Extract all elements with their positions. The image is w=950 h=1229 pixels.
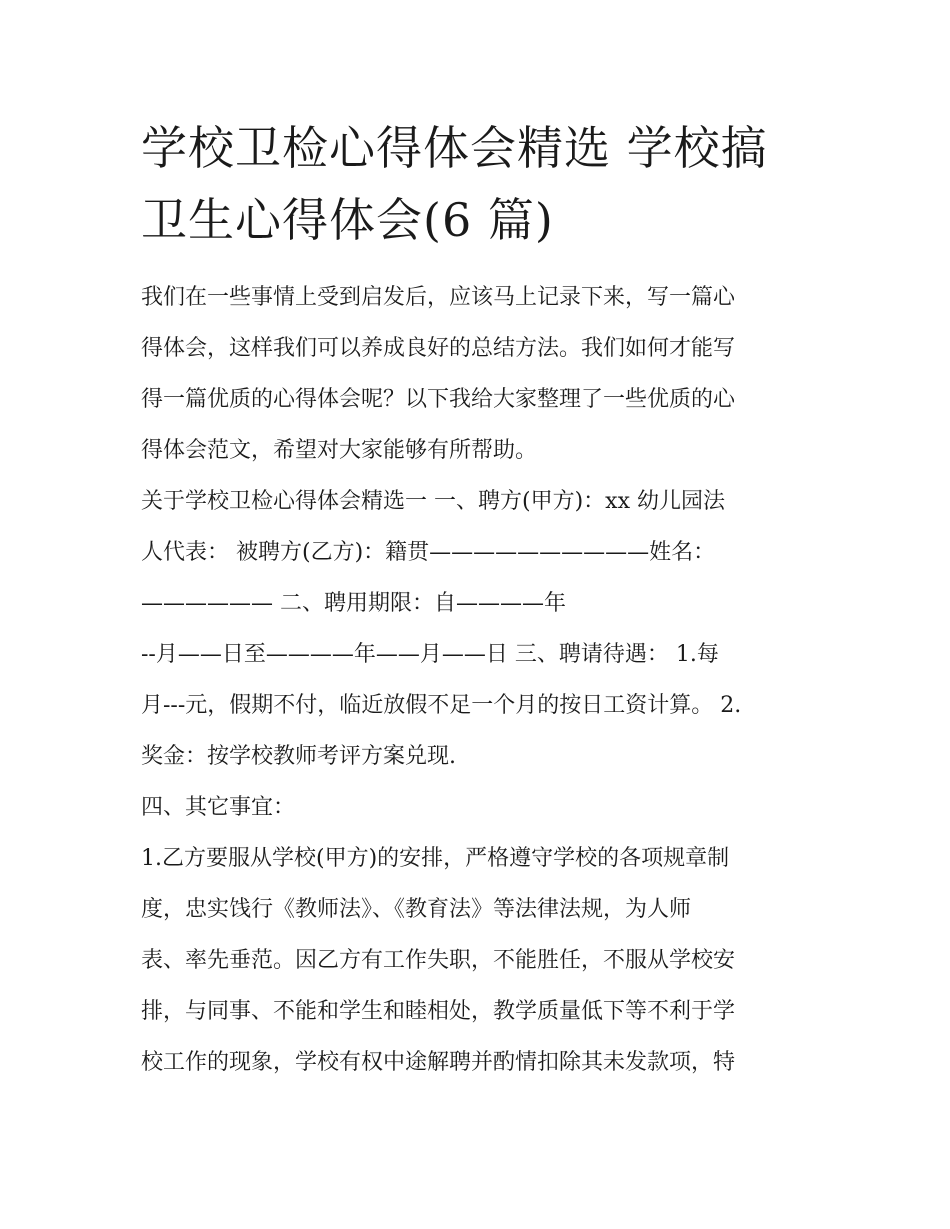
- intro-paragraph: [141, 272, 813, 476]
- intro-line: 得体会，这样我们可以养成良好的总结方法。我们如何才能写: [141, 336, 736, 361]
- section-line: 1.乙方要服从学校(甲方)的安排，严格遵守学校的各项规章制: [141, 846, 730, 871]
- section-line: 校工作的现象，学校有权中途解聘并酌情扣除其未发款项，特: [141, 1050, 736, 1075]
- section-line: 表、率先垂范。因乙方有工作失职，不能胜任，不服从学校安: [141, 948, 736, 973]
- title-line: 学校卫检心得体会精选 学校搞: [141, 121, 768, 175]
- body-line: 人代表： 被聘方(乙方)：籍贯——————————姓名：: [141, 540, 716, 565]
- section-line: 排，与同事、不能和学生和睦相处，教学质量低下等不利于学: [141, 999, 736, 1024]
- body-line: 关于学校卫检心得体会精选一 一、聘方(甲方)：xx 幼儿园法: [141, 489, 725, 514]
- body-line: —————— 二、聘用期限：自————年: [141, 591, 566, 616]
- intro-line: 得体会范文，希望对大家能够有所帮助。: [141, 438, 538, 463]
- document-page: [141, 112, 813, 1088]
- intro-line: 得一篇优质的心得体会呢？以下我给大家整理了一些优质的心: [141, 387, 736, 412]
- title-line: 卫生心得体会(6 篇): [141, 193, 554, 247]
- section-heading-line: 四、其它事宜：: [141, 795, 296, 820]
- contract-paragraph: [141, 476, 813, 782]
- body-line: 月---元，假期不付，临近放假不足一个月的按日工资计算。 2.: [141, 693, 742, 718]
- intro-line: 我们在一些事情上受到启发后，应该马上记录下来，写一篇心: [141, 285, 736, 310]
- body-line: --月——日至————年——月——日 三、聘请待遇： 1.每: [141, 642, 719, 667]
- section-line: 度，忠实饯行《教师法》、《教育法》等法律法规，为人师: [141, 897, 692, 922]
- document-title: [141, 112, 813, 256]
- body-line: 奖金：按学校教师考评方案兑现.: [141, 744, 456, 769]
- section-four-heading: [141, 782, 813, 833]
- section-four-paragraph: [141, 833, 813, 1088]
